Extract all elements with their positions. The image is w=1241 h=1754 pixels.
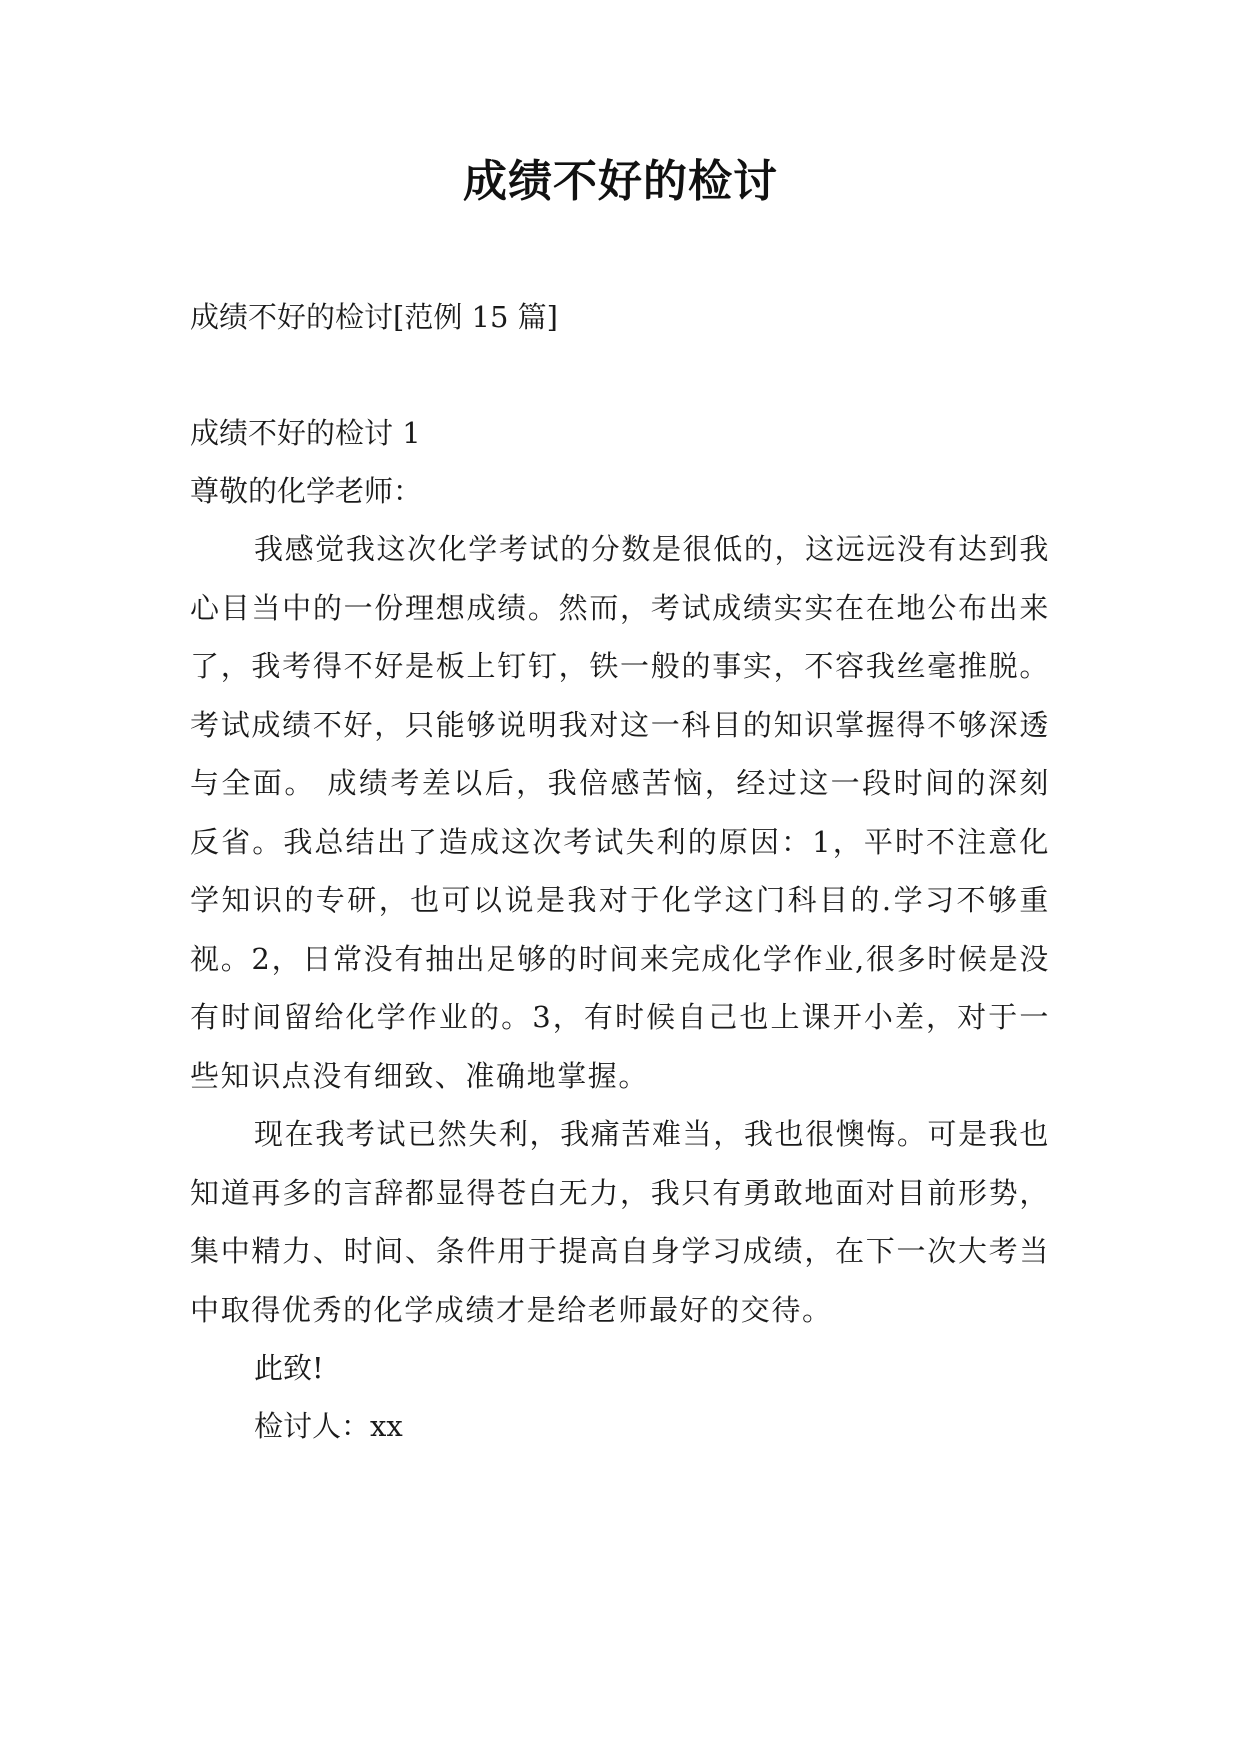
document-body: [190, 288, 1050, 1455]
document-title: 成绩不好的检讨: [463, 156, 778, 207]
signature: 检讨人：xx: [254, 1409, 403, 1443]
closing: 此致!: [254, 1351, 324, 1385]
salutation: 尊敬的化学老师：: [190, 474, 423, 508]
spacer: [190, 346, 1050, 404]
section-heading: 成绩不好的检讨 1: [190, 416, 421, 450]
paragraph-2: 现在我考试已然失利，我痛苦难当，我也很懊悔。可是我也知道再多的言辞都显得苍白无力，我只有勇敢地面对目前形势，集中精力、时间、条件用于提高自身学习成绩，在下一次大考当中取得优秀的化学成绩才是给老师最好的交待。: [190, 1117, 1050, 1327]
paragraph-1: 我感觉我这次化学考试的分数是很低的，这远远没有达到我心目当中的一份理想成绩。然而，考试成绩实实在在地公布出来了，我考得不好是板上钉钉，铁一般的事实，不容我丝毫推脱。考试成绩不好，只能够说明我对这一科目的知识掌握得不够深透与全面。 成绩考差以后，我倍感苦恼，经过这一段时间的深刻反省。我总结出了造成这次考试失利的原因：1，平时不注意化学知识的专研，也可以说是我对于化学这门科目的.学习不够重视。2，日常没有抽出足够的时间来完成化学作业,很多时候是没有时间留给化学作业的。3，有时候自己也上课开小差，对于一些知识点没有细致、准确地掌握。: [190, 532, 1050, 1093]
document-subtitle: 成绩不好的检讨[范例 15 篇]: [190, 300, 558, 334]
